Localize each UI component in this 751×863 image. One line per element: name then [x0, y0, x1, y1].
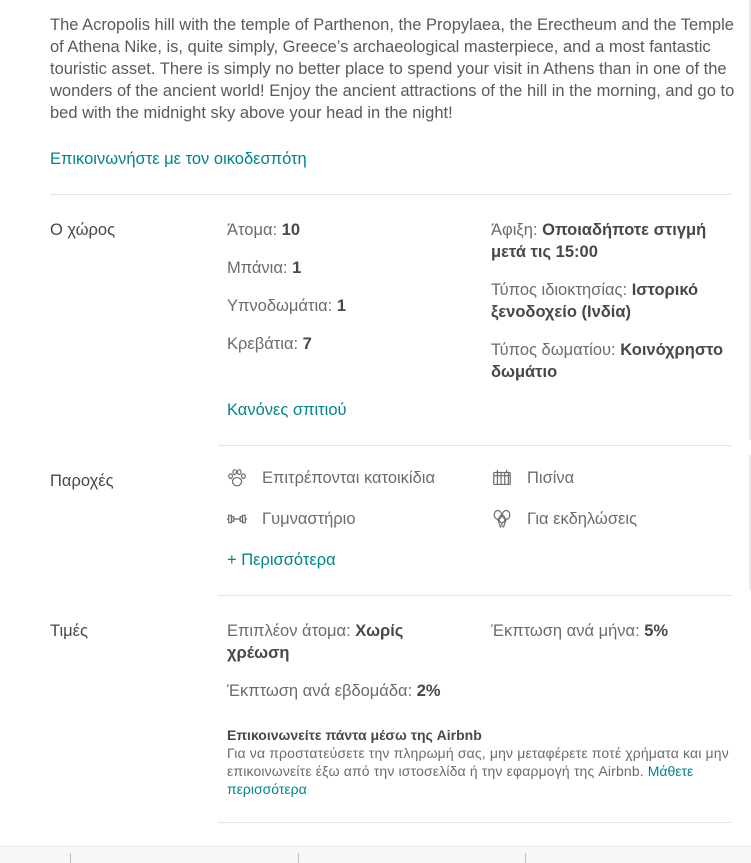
detail-value: 7 [302, 335, 312, 353]
balloons-icon [491, 508, 513, 530]
divider [50, 194, 732, 195]
extra-people-detail [227, 620, 457, 664]
room-type-detail [491, 339, 741, 383]
bathrooms-detail [227, 257, 467, 279]
pool-icon [491, 467, 513, 489]
detail-value: 5% [644, 622, 669, 640]
property-type-detail [491, 279, 731, 323]
contact-host-link[interactable]: Επικοινωνήστε με τον οικοδεσπότη [50, 150, 307, 168]
notice-body: Για να προστατεύσετε την πληρωμή σας, μην μεταφέρετε ποτέ χρήματα και μην επικοινωνείτε έξω από την ιστοσελίδα ή την εφαρμογή της Airbnb. [227, 745, 729, 779]
divider [218, 445, 732, 446]
amenity-pets-allowed [226, 467, 435, 489]
detail-value: Ιστορικό ξενοδοχείο (Ινδία) [491, 281, 699, 321]
amenity-pool [491, 467, 574, 489]
amenity-events [491, 508, 637, 530]
beds-detail [227, 333, 467, 355]
detail-value: 1 [336, 297, 347, 315]
monthly-discount-detail [491, 620, 731, 642]
amenity-label: Πισίνα [527, 468, 575, 487]
weekly-discount-detail [227, 680, 487, 702]
amenity-label: Για εκδηλώσεις [527, 509, 637, 528]
notice-title: Επικοινωνείτε πάντα μέσω της Airbnb [227, 727, 482, 743]
detail-label: Άτομα: [227, 221, 282, 239]
detail-value: Οποιαδήποτε στιγμή μετά τις 15:00 [491, 221, 707, 261]
detail-value: 10 [281, 221, 301, 239]
detail-value: 1 [292, 259, 302, 277]
detail-label: Κρεβάτια: [227, 335, 303, 353]
paw-icon [226, 467, 248, 489]
bottom-bar [0, 846, 751, 863]
detail-label: Επιπλέον άτομα: [227, 622, 356, 640]
safety-notice [227, 726, 732, 798]
guests-detail [227, 219, 467, 241]
detail-label: Τύπος ιδιοκτησίας: [491, 281, 632, 299]
detail-label: Τύπος δωματίου: [491, 341, 621, 359]
detail-label: Άφιξη: [491, 221, 543, 239]
dumbbell-icon [226, 508, 248, 530]
detail-value: 2% [416, 682, 441, 700]
amenity-label: Γυμναστήριο [262, 509, 356, 528]
detail-label: Έκπτωση ανά εβδομάδα: [227, 682, 417, 700]
bedrooms-detail [227, 295, 467, 317]
divider [218, 822, 732, 823]
divider [218, 595, 732, 596]
detail-label: Υπνοδωμάτια: [227, 297, 337, 315]
house-rules-link[interactable]: Κανόνες σπιτιού [227, 401, 347, 419]
detail-value: Κοινόχρηστο δωμάτιο [491, 341, 724, 381]
amenity-gym [226, 508, 356, 530]
section-title-space: Ο χώρος [50, 221, 116, 239]
section-title-prices: Τιμές [50, 622, 88, 640]
section-title-amenities: Παροχές [50, 472, 114, 490]
more-amenities-link[interactable]: + Περισσότερα [227, 551, 336, 569]
check-in-detail [491, 219, 731, 263]
amenity-label: Επιτρέπονται κατοικίδια [262, 468, 435, 487]
detail-label: Έκπτωση ανά μήνα: [491, 622, 645, 640]
learn-more-link[interactable]: Μάθετε περισσότερα [227, 763, 694, 797]
detail-value: Χωρίς χρέωση [227, 622, 404, 662]
listing-description: The Acropolis hill with the temple of Parthenon, the Propylaea, the Erectheum and the Temple of Athena Nike, is, quite simply, Greece’s archaeological masterpiece, and a most fantastic touristic asset. There is simply no better place to spend your visit in Athens than in one of the wonders of the ancient world! Enjoy the ancient attractions of the hill in the morning, and go to bed with the midnight sky above your head in the night! [50, 16, 735, 122]
detail-label: Μπάνια: [227, 259, 293, 277]
